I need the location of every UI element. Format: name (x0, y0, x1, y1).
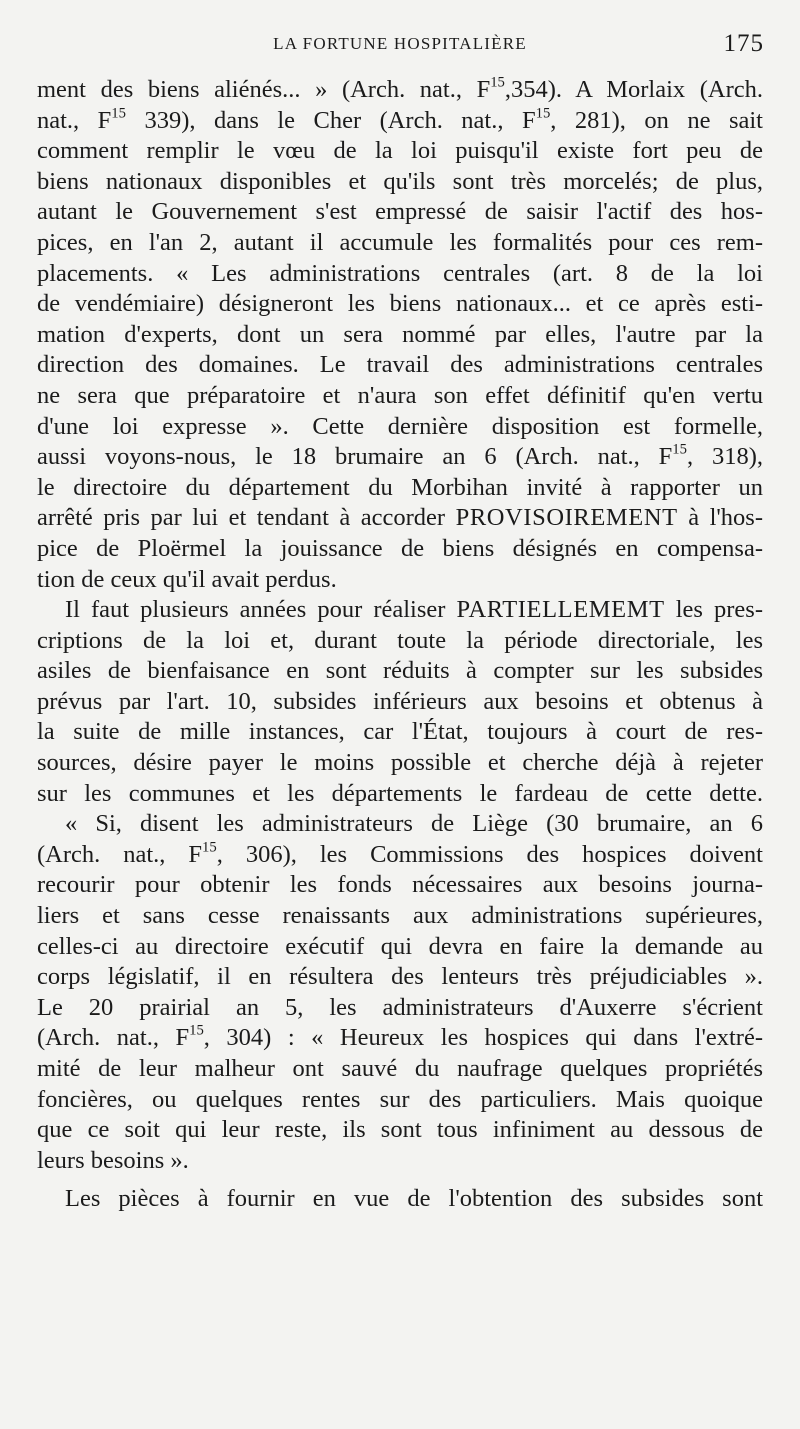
text-line-11: ne sera que préparatoire et n'aura son effet définitif qu'en vertu (37, 381, 763, 409)
text-line-4: biens nationaux disponibles et qu'ils sont très morcelés; de plus, (37, 167, 763, 195)
text-line-18: Il faut plusieurs années pour réaliser PARTIELLEMEMT les pres- (65, 596, 763, 624)
text-line-34: foncières, ou quelques rentes sur des particuliers. Mais quoique (37, 1085, 763, 1113)
text-line-14: le directoire du département du Morbihan invité à rapporter un (37, 473, 763, 501)
running-header (36, 30, 764, 60)
emphasis-provisoirement: PROVISOIREMENT (455, 504, 678, 532)
text-line-1: ment des biens aliénés... » (Arch. nat., $F^{15},354$). A Morlaix (Arch. (37, 75, 763, 103)
text-line-31: Le 20 prairial an 5, les administrateurs d'Auxerre s'écrient (37, 993, 763, 1021)
text-line-5: autant le Gouvernement s'est empressé de saisir l'actif des hos- (37, 198, 763, 226)
text-line-32: (Arch. nat., $F^{15}$, 304) : « Heureux les hospices qui dans l'extré- (37, 1023, 763, 1052)
text-line-25: « Si, disent les administrateurs de Liège (30 brumaire, an 6 (65, 810, 763, 838)
page-number: 175 (723, 30, 764, 57)
text-line-22: la suite de mille instances, car l'État, toujours à court de res- (37, 718, 763, 746)
text-line-13: aussi voyons-nous, le 18 brumaire an 6 (Arch. nat., $F^{15}$, 318), (37, 442, 763, 471)
text-line-17: tion de ceux qu'il avait perdus. (37, 565, 337, 593)
text-line-8: de vendémiaire) désigneront les biens nationaux... et ce après esti- (37, 290, 763, 318)
text-line-37: Les pièces à fournir en vue de l'obtention des subsides sont (65, 1185, 763, 1213)
text-line-36: leurs besoins ». (37, 1146, 189, 1174)
running-title: LA FORTUNE HOSPITALIÈRE (273, 34, 527, 53)
text-line-19: criptions de la loi et, durant toute la période directoriale, les (37, 626, 763, 654)
text-line-21: prévus par l'art. 10, subsides inférieurs aux besoins et obtenus à (37, 687, 763, 715)
text-line-6: pices, en l'an 2, autant il accumule les formalités pour ces rem- (37, 228, 763, 256)
emphasis-partiellememt: PARTIELLEMEMT (456, 596, 665, 624)
text-line-30: corps législatif, il en résultera des lenteurs très préjudiciables ». (37, 963, 763, 991)
text-line-7: placements. « Les administrations centrales (art. 8 de la loi (37, 259, 763, 287)
text-line-10: direction des domaines. Le travail des administrations centrales (37, 351, 763, 379)
text-line-2: nat., $F^{15}$ 339), dans le Cher (Arch. nat., $F^{15}$, 281), on ne sait (37, 105, 763, 134)
text-line-15: arrêté pris par lui et tendant à accorder PROVISOIREMENT à l'hos- (37, 504, 763, 532)
text-line-23: sources, désire payer le moins possible et cherche déjà à rejeter (37, 749, 763, 777)
text-line-9: mation d'experts, dont un sera nommé par elles, l'autre par la (37, 320, 763, 348)
text-line-16: pice de Ploërmel la jouissance de biens désignés en compensa- (37, 534, 763, 562)
body-text (37, 75, 763, 1215)
text-line-3: comment remplir le vœu de la loi puisqu'il existe fort peu de (37, 137, 763, 165)
text-line-29: celles-ci au directoire exécutif qui devra en faire la demande au (37, 932, 763, 960)
text-line-12: d'une loi expresse ». Cette dernière disposition est formelle, (37, 412, 763, 440)
text-line-24: sur les communes et les départements le fardeau de cette dette. (37, 779, 763, 807)
text-line-28: liers et sans cesse renaissants aux administrations supérieures, (37, 902, 763, 930)
text-line-27: recourir pour obtenir les fonds nécessaires aux besoins journa- (37, 871, 763, 899)
text-line-26: (Arch. nat., $F^{15}$, 306), les Commissions des hospices doivent (37, 839, 763, 868)
text-line-33: mité de leur malheur ont sauvé du naufrage quelques propriétés (37, 1055, 763, 1082)
text-line-35: que ce soit qui leur reste, ils sont tous infiniment au dessous de (37, 1116, 763, 1144)
text-line-20: asiles de bienfaisance en sont réduits à compter sur les subsides (37, 657, 763, 685)
